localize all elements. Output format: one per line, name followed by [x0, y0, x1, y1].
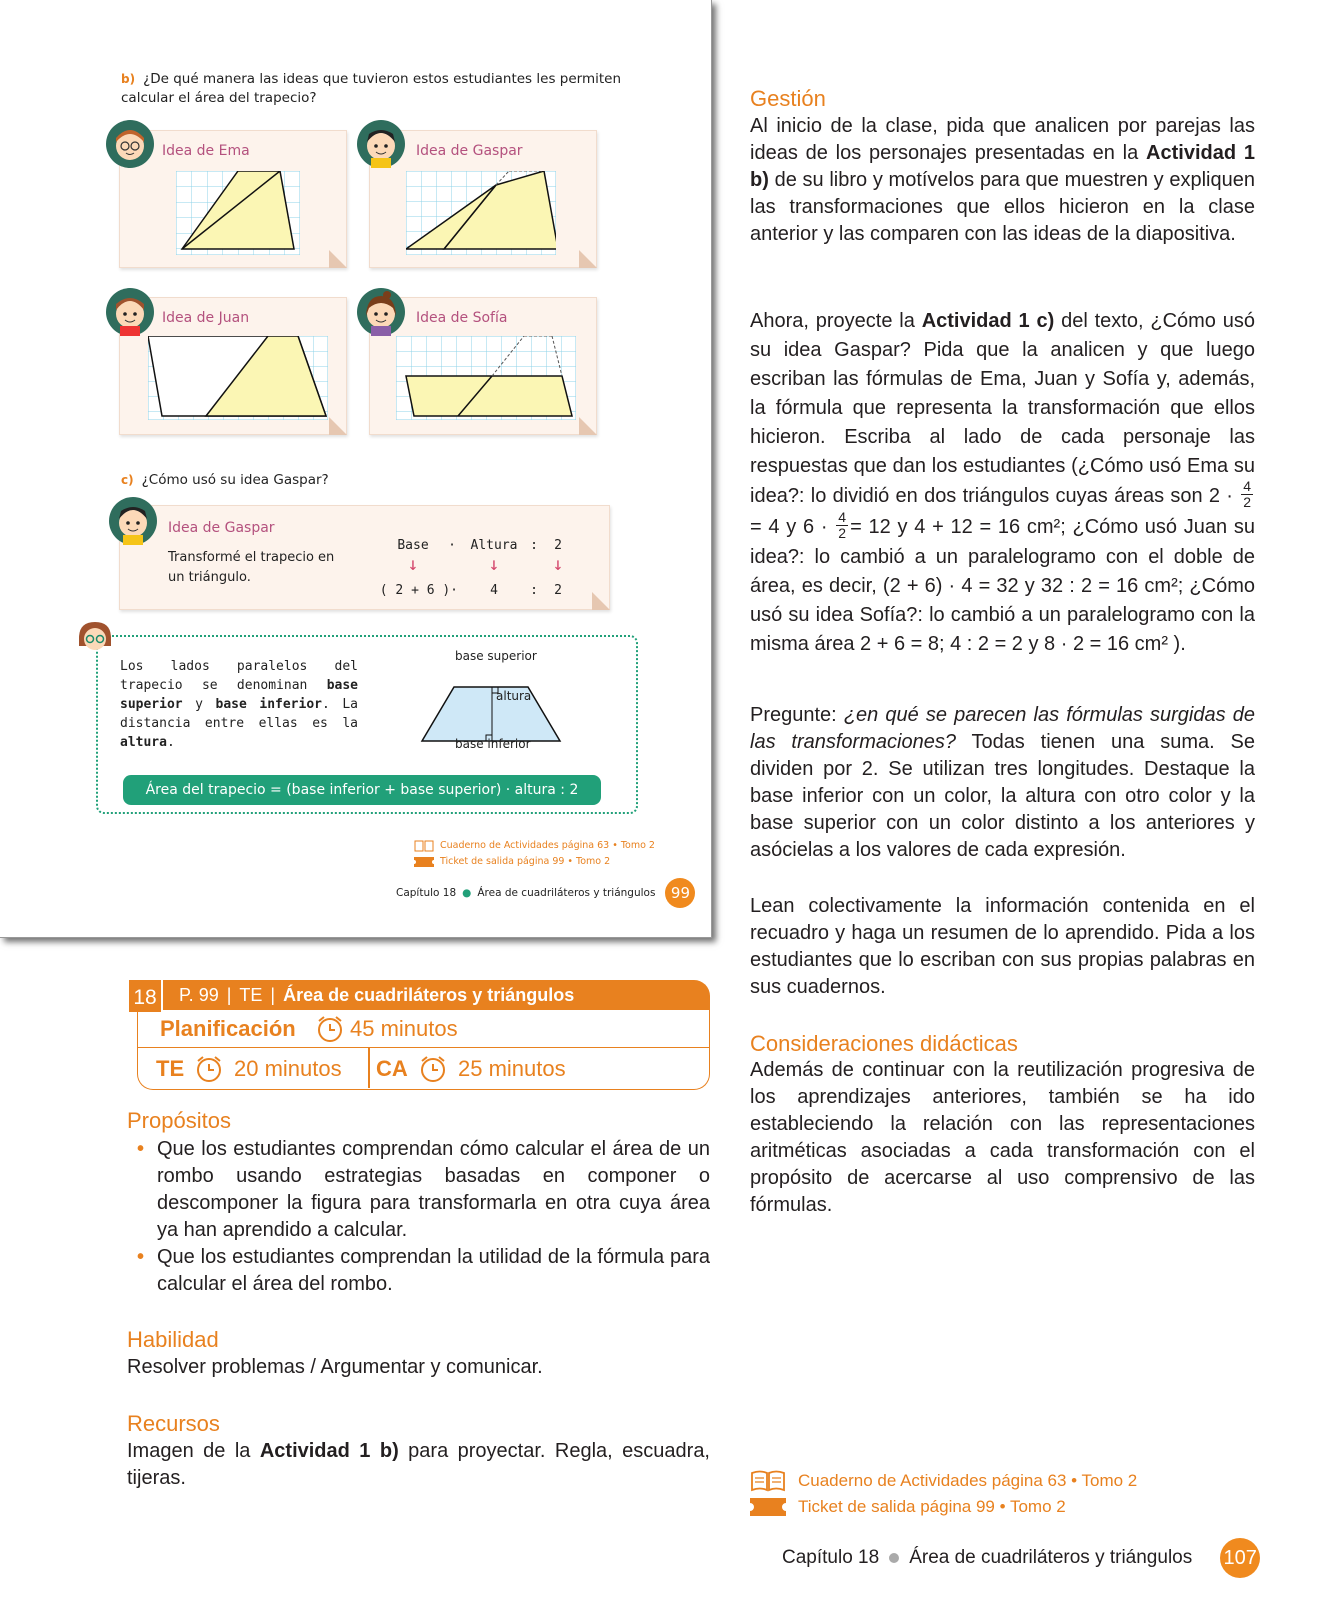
recursos-heading: Recursos [127, 1411, 220, 1436]
formula-bottom-four: 4 [490, 583, 498, 598]
ref-ticket-text: Ticket de salida página 99 • Tomo 2 [798, 1497, 1066, 1516]
ticket-icon [750, 1498, 786, 1516]
gestion-paragraph-1 [750, 113, 1255, 248]
proposito-item: • Que los estudiantes comprendan cómo calcular el área de un rombo usando estrategias basadas en componer o descomponer la figura para transformarla en otra cuya área ya han aprendido a calcular. [137, 1136, 710, 1244]
recursos-text-part: Imagen de la [127, 1440, 260, 1462]
ref-ticket [414, 854, 655, 870]
planning-box [137, 1010, 710, 1090]
gestion-text-part: de su libro y motívelos para que muestren y expliquen las transformaciones que ellos hicieron en la clase anterior y las comparen con las ideas de la diapositiva. [750, 169, 1255, 245]
gestion-text-part: Ahora, proyecte la [750, 310, 922, 332]
juan-avatar [106, 288, 154, 336]
te-label: TE [156, 1056, 185, 1081]
fraction-denominator: 2 [1243, 494, 1251, 510]
ref-cuaderno-text: Cuaderno de Actividades página 63 • Tomo 2 [440, 840, 655, 851]
formula-top-two: 2 [554, 538, 562, 553]
ref-ticket [750, 1494, 1137, 1520]
definition-text [120, 657, 358, 752]
planning-title-bar [163, 980, 710, 1010]
divider [368, 1048, 370, 1088]
ref-cuaderno-text: Cuaderno de Actividades página 63 • Tomo 2 [798, 1471, 1138, 1490]
formula-bottom-dot: · [450, 583, 458, 598]
propositos-heading: Propósitos [127, 1108, 231, 1133]
teacher-avatar [77, 622, 113, 654]
gestion-text-part: Todas tienen una suma. Se dividen por 2. Se utilizan tres longitudes. Destaque la base inferior con un color, la altura con otro color y la base superior con un color distinto a los anteriores y asócielas a los valores de cada expresión. [750, 731, 1256, 861]
student-page-number: 99 [665, 878, 695, 908]
fraction-numerator: 4 [838, 509, 847, 525]
proposito-item: • Que los estudiantes comprendan la utilidad de la fórmula para calcular el área del rombo. [137, 1244, 710, 1298]
ema-grid-figure [176, 171, 300, 255]
term-base-inferior: base inferior [215, 697, 322, 712]
separator: | [226, 985, 232, 1005]
formula-top-altura: Altura [470, 538, 518, 553]
gaspar-c-avatar [109, 497, 157, 545]
clock-icon [194, 1055, 224, 1083]
habilidad-heading: Habilidad [127, 1327, 219, 1352]
recursos-text [127, 1438, 710, 1492]
arrow-down-icon: ↓ [407, 554, 419, 575]
ref-ticket-text: Ticket de salida página 99 • Tomo 2 [440, 856, 611, 867]
ca-label: CA [376, 1056, 408, 1081]
gestion-text-part: del texto, ¿Cómo usó su idea Gaspar? Pida que la analicen y que luego escriban las fórmulas de Ema, Juan y Sofía y, además, la fórmula que representa la transformación que ellos hicieron. Escriba al lado de cada personaje las respuestas que dan los estudiantes (¿Cómo usó Ema su idea?: lo dividió en dos triángulos cuyas áreas son 2 · [750, 310, 1255, 507]
formula-top-colon: : [530, 538, 538, 553]
arrow-down-icon: ↓ [488, 554, 500, 575]
term-base-superior: base superior [120, 678, 358, 712]
planning-page-ref: P. 99 [179, 985, 219, 1005]
formula-top-base: Base [397, 538, 429, 553]
sofia-avatar [357, 288, 405, 336]
fraction [1241, 479, 1253, 510]
ref-cuaderno [750, 1468, 1137, 1494]
footer-title: Área de cuadriláteros y triángulos [909, 1547, 1193, 1568]
gestion-activity-ref: Actividad 1 c) [921, 310, 1055, 332]
gestion-text-part: Pregunte: [750, 704, 844, 726]
ticket-icon [414, 857, 434, 867]
ref-cuaderno [414, 838, 655, 854]
recursos-text-part: para proyectar. Regla, escuadra, tijeras. [127, 1440, 710, 1489]
planning-title: Área de cuadriláteros y triángulos [283, 985, 575, 1005]
student-page-footer [396, 878, 695, 908]
definition-box [96, 635, 638, 814]
idea-title-juan: Idea de Juan [162, 310, 250, 326]
consideraciones-heading: Consideraciones didácticas [750, 1031, 1018, 1056]
recursos-activity: Actividad 1 b) [259, 1440, 399, 1462]
question-c-text: ¿Cómo usó su idea Gaspar? [141, 472, 329, 488]
student-page-image [0, 0, 712, 938]
student-page-refs [414, 838, 655, 870]
gaspar-grid-figure [406, 171, 556, 255]
gaspar-formula-text: Transformé el trapecio en un triángulo. [168, 550, 335, 585]
formula-top-dot: · [448, 538, 456, 553]
definition-text-part: . La distancia entre ellas es la [120, 697, 359, 731]
te-time: 20 minutos [234, 1056, 342, 1081]
clock-icon [418, 1055, 448, 1083]
juan-grid-figure [148, 336, 328, 420]
gestion-text-part: = 12 y 4 + 12 = 16 cm²; ¿Cómo usó Juan su idea?: lo cambió a un paralelogramo con el doble de área, es decir, (2 + 6) · 4 = 32 y 32 : 2 = 16 cm²; ¿Cómo usó su idea Sofía?: lo cambió a un paralelogramo con la misma área 2 + 6 = 8; 4 : 2 = 2 y 8 · 2 = 16 cm² ). [750, 515, 1256, 655]
book-icon [750, 1470, 786, 1492]
consideraciones-text: Además de continuar con la reutilización progresiva de los aprendizajes anteriores, también se ha ido estableciendo la relación con las representaciones aritméticas asociadas a cada transformación con el propósito de acercarse al uso comprensivo de las fórmulas. [750, 1059, 1255, 1216]
definition-text-part: Los lados paralelos del trapecio se denominan [120, 659, 358, 693]
page-footer [782, 1538, 1260, 1578]
gestion-activity-ref: Actividad 1 b) [750, 142, 1255, 191]
fraction-denominator: 2 [838, 525, 847, 541]
gestion-paragraph-2 [750, 307, 1255, 659]
definition-text-part: y [182, 697, 216, 712]
book-icon [414, 840, 434, 852]
fraction [836, 510, 848, 541]
question-c-letter: c) [121, 473, 134, 487]
gestion-question: ¿en qué se parecen las fórmulas surgidas de las transformaciones? [750, 704, 1255, 753]
footer-title: Área de cuadriláteros y triángulos [477, 887, 656, 899]
trapezoid-area-formula: Área del trapecio = (base inferior + base superior) · altura : 2 [123, 775, 601, 805]
formula-bottom-two: 2 [554, 583, 562, 598]
definition-text-part: . [166, 735, 175, 750]
planificacion-time: 45 minutos [350, 1016, 458, 1041]
habilidad-text: Resolver problemas / Argumentar y comunicar. [127, 1356, 543, 1378]
term-altura: altura [120, 735, 167, 750]
gestion-paragraph-3 [750, 702, 1255, 864]
diagram-label-base-superior: base superior [455, 649, 537, 663]
planning-row-total [138, 1010, 709, 1048]
planificacion-label: Planificación [160, 1016, 296, 1041]
question-c [121, 472, 329, 488]
arrow-down-icon: ↓ [552, 554, 564, 575]
sofia-grid-figure [396, 336, 576, 420]
bullet-icon [889, 1553, 899, 1563]
clock-icon [315, 1015, 345, 1043]
idea-title-ema: Idea de Ema [162, 143, 250, 159]
idea-title-gaspar: Idea de Gaspar [416, 143, 523, 159]
gestion-paragraph-4: Lean colectivamente la información contenida en el recuadro y haga un resumen de lo aprendido. Pida a los estudiantes que lo escriban con sus propias palabras en sus cuadernos. [750, 895, 1255, 998]
propositos-list [137, 1136, 710, 1298]
idea-title-sofia: Idea de Sofía [416, 310, 508, 326]
planning-book: TE [239, 985, 263, 1005]
question-b [121, 70, 646, 108]
gaspar-formula-title: Idea de Gaspar [168, 520, 275, 536]
gaspar-formula-card [119, 505, 610, 610]
page-number: 107 [1220, 1538, 1260, 1578]
gestion-text-part: Al inicio de la clase, pida que analicen por parejas las ideas de los personajes presentadas en la [750, 115, 1255, 164]
gestion-text-part: = 4 y 6 · [750, 515, 828, 538]
planning-row-split [138, 1048, 709, 1088]
gestion-heading: Gestión [750, 86, 826, 111]
gaspar-avatar [357, 120, 405, 168]
question-b-letter: b) [121, 72, 136, 86]
footer-chapter: Capítulo 18 [396, 887, 457, 899]
ema-avatar [106, 120, 154, 168]
fraction-numerator: 4 [1243, 478, 1251, 494]
formula-bottom-sum: ( 2 + 6 ) [379, 583, 451, 598]
diagram-label-altura: altura [496, 689, 532, 703]
question-b-text: ¿De qué manera las ideas que tuvieron estos estudiantes les permiten calcular el área del trapecio? [121, 71, 622, 106]
bullet-icon: ● [462, 887, 472, 899]
planning-header [127, 978, 710, 1010]
teacher-guide-refs [750, 1468, 1137, 1520]
separator: | [270, 985, 276, 1005]
ca-time: 25 minutos [458, 1056, 566, 1081]
chapter-number-badge: 18 [127, 978, 163, 1014]
footer-chapter: Capítulo 18 [782, 1547, 880, 1568]
diagram-label-base-inferior: base inferior [455, 737, 531, 751]
formula-bottom-colon: : [530, 583, 538, 598]
